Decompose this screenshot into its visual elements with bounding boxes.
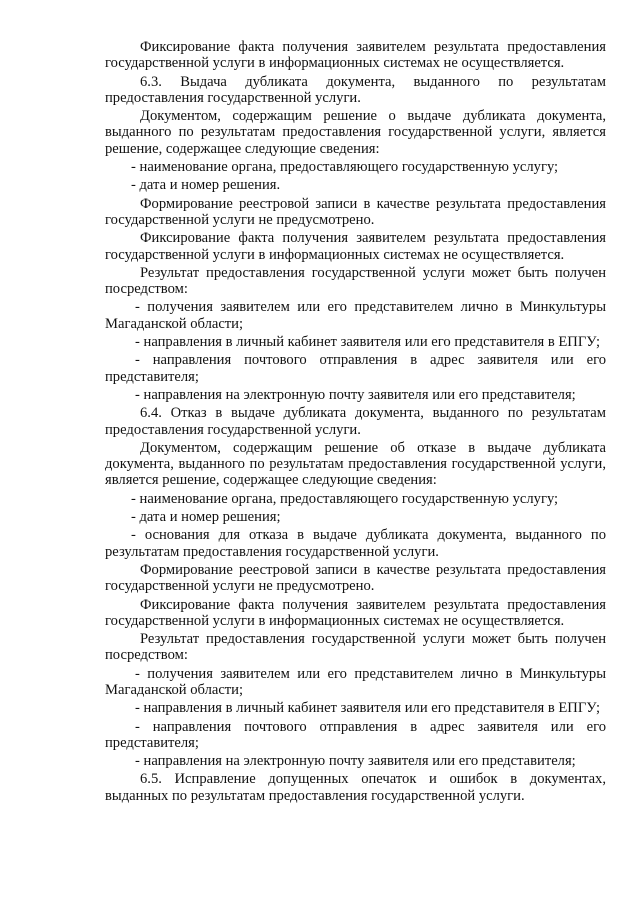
paragraph: Фиксирование факта получения заявителем результата предоставления государственной услуги в информационных системах не осуществляется. xyxy=(105,230,606,263)
list-item: - наименование органа, предоставляющего государственную услугу; xyxy=(131,490,559,507)
list-item: - направления в личный кабинет заявителя или его представителя в ЕПГУ; xyxy=(135,700,601,717)
list-item: - получения заявителем или его представителем лично в Минкультуры Магаданской области; xyxy=(105,665,606,698)
section-heading-6-4: 6.4. Отказ в выдаче дубликата документа, выданного по результатам предоставления государственной услуги. xyxy=(105,405,606,438)
document-page xyxy=(105,39,606,806)
paragraph: Формирование реестровой записи в качестве результата предоставления государственной услуги не предусмотрено. xyxy=(105,561,606,595)
list-item: - дата и номер решения. xyxy=(131,177,281,194)
list-item: - направления почтового отправления в адрес заявителя или его представителя; xyxy=(105,718,606,751)
list-item: - направления в личный кабинет заявителя или его представителя в ЕПГУ; xyxy=(135,334,601,351)
section-heading-6-3: 6.3. Выдача дубликата документа, выданного по результатам предоставления государственной услуги. xyxy=(105,73,606,106)
paragraph: Формирование реестровой записи в качестве результата предоставления государственной услуги не предусмотрено. xyxy=(105,195,606,228)
list-item: - получения заявителем или его представителем лично в Минкультуры Магаданской области; xyxy=(105,299,606,332)
list-item: - направления почтового отправления в адрес заявителя или его представителя; xyxy=(105,352,606,385)
list-item: - наименование органа, предоставляющего государственную услугу; xyxy=(131,159,559,176)
section-heading-6-5: 6.5. Исправление допущенных опечаток и ошибок в документах, выданных по результатам предоставления государственной услуги. xyxy=(105,771,606,804)
list-item: - направления на электронную почту заявителя или его представителя; xyxy=(135,753,576,770)
paragraph: Результат предоставления государственной услуги может быть получен посредством: xyxy=(105,264,606,298)
paragraph: Документом, содержащим решение о выдаче дубликата документа, выданного по результатам предоставления государственной услуги, является решение, содержащее следующие сведения: xyxy=(105,108,606,157)
list-item: - направления на электронную почту заявителя или его представителя; xyxy=(135,386,576,403)
paragraph: Фиксирование факта получения заявителем результата предоставления государственной услуги в информационных системах не осуществляется. xyxy=(105,596,606,629)
paragraph: Документом, содержащим решение об отказе в выдаче дубликата документа, выданного по результатам предоставления государственной услуги, является решение, содержащее следующие сведения: xyxy=(105,439,606,489)
list-item: - дата и номер решения; xyxy=(131,509,281,526)
paragraph: Результат предоставления государственной услуги может быть получен посредством: xyxy=(105,631,606,664)
paragraph: Фиксирование факта получения заявителем результата предоставления государственной услуги в информационных системах не осуществляется. xyxy=(105,39,606,72)
list-item: - основания для отказа в выдаче дубликата документа, выданного по результатам предоставления государственной услуги. xyxy=(105,527,606,560)
